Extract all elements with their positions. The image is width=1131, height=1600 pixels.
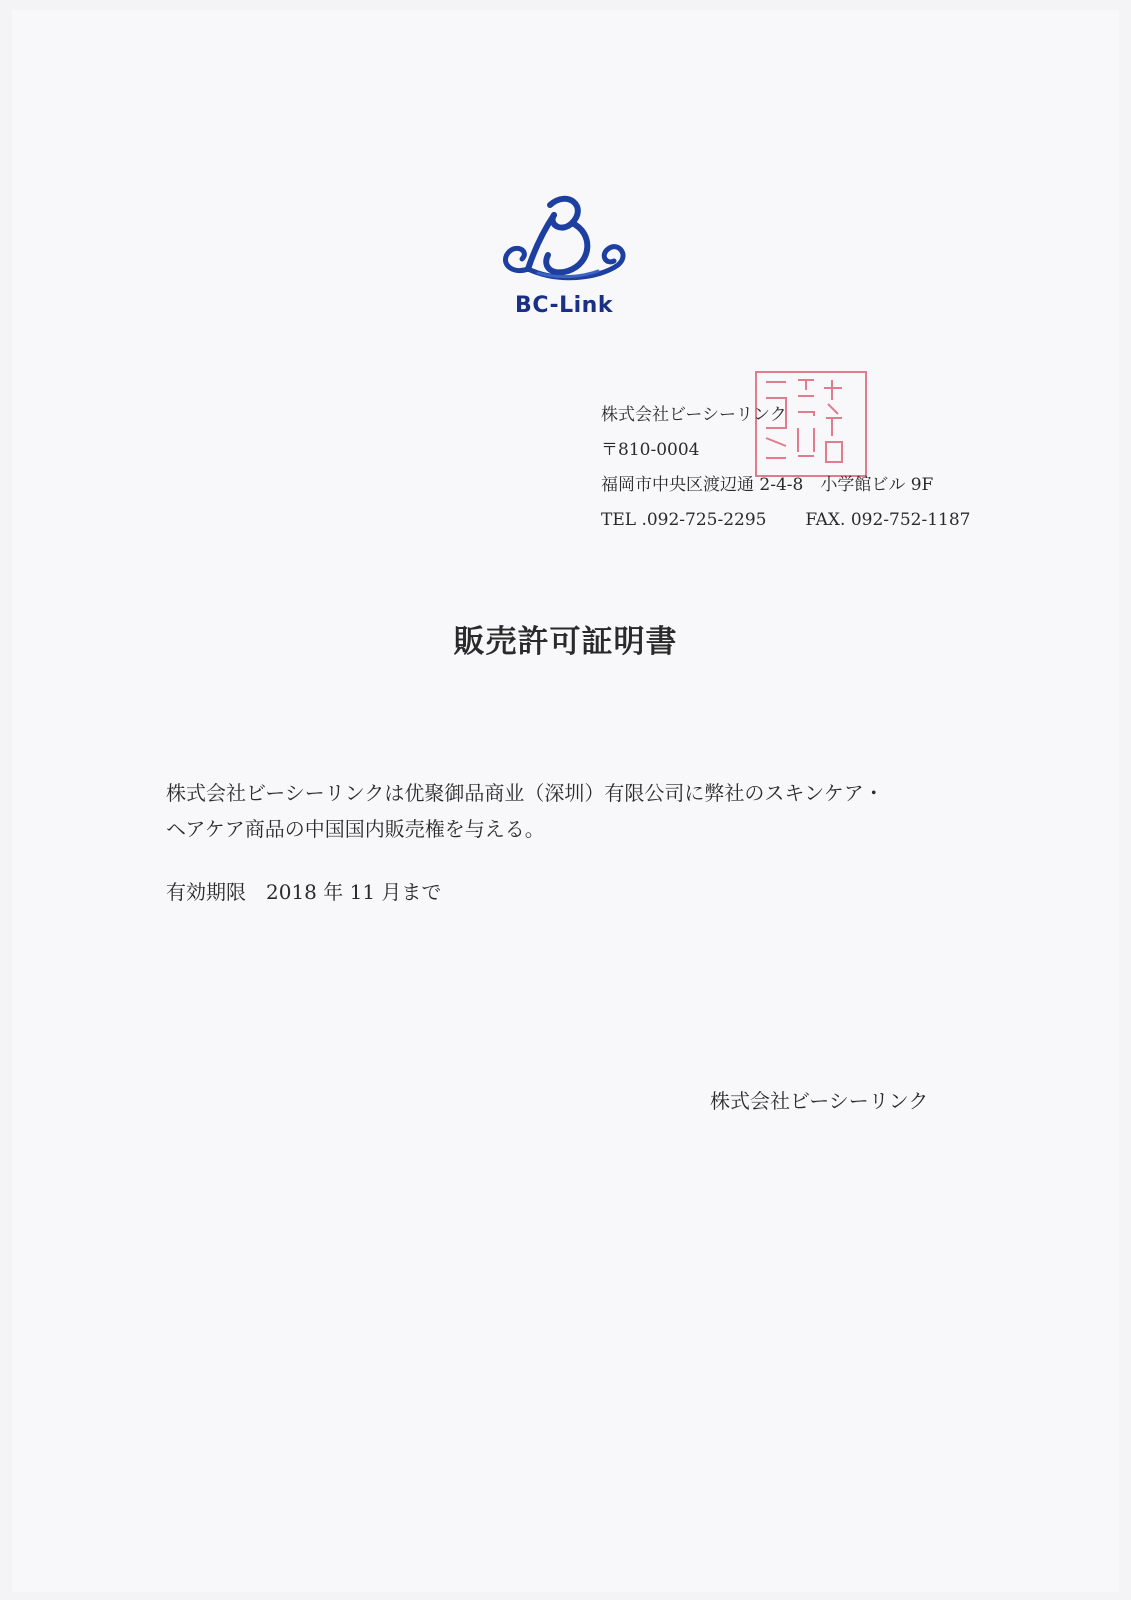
document-title: 販売許可証明書 [453,624,678,660]
sender-company: 株式会社ビーシーリンク [601,405,787,425]
bc-link-logo [498,193,638,323]
sender-postal-code: 〒810-0004 [601,440,700,460]
sender-contact [601,503,970,538]
validity-period: 有効期限 2018 年 11 月まで [166,880,442,904]
sender-address-block [601,398,970,538]
body-line-2: ヘアケア商品の中国国内販売権を与える。 [166,817,545,841]
sender-fax: FAX. 092-752-1187 [805,510,971,530]
sender-tel: TEL .092-725-2295 [601,510,767,530]
document-body [166,775,884,847]
sender-address: 福岡市中央区渡辺通 2-4-8 小学館ビル 9F [601,475,934,495]
logo-wordmark: BC-Link [515,293,613,318]
logo-emblem-icon [498,193,630,293]
signature-company: 株式会社ビーシーリンク [710,1089,929,1113]
body-line-1: 株式会社ビーシーリンクは优聚御品商业（深圳）有限公司に弊社のスキンケア・ [166,781,884,805]
